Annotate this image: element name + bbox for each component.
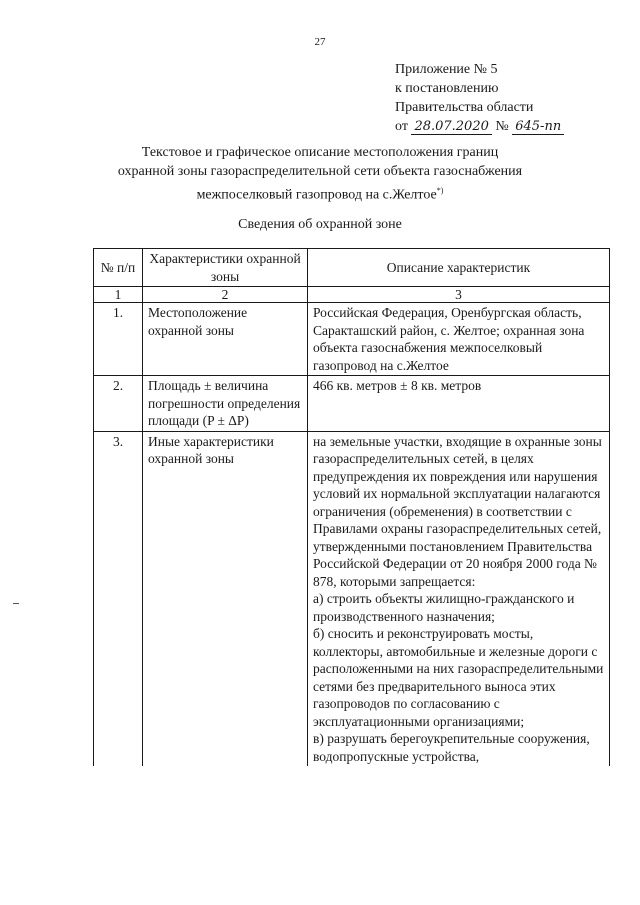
title-line-3 <box>80 181 560 205</box>
appendix-line-1: Приложение № 5 <box>395 62 498 77</box>
handwritten-date: 28.07.2020 <box>411 119 491 135</box>
title-line-3-text: межпоселковый газопровод на с.Желтое <box>196 187 437 203</box>
header-number: № п/п <box>94 249 143 287</box>
row-description <box>308 431 610 766</box>
table-row <box>94 376 610 432</box>
header-characteristics: Характеристики охранной зоны <box>143 249 308 287</box>
row-number: 1. <box>94 303 143 376</box>
header-description: Описание характеристик <box>308 249 610 287</box>
table-header-row <box>94 249 610 287</box>
restriction-item-a: а) строить объекты жилищно-гражданского и производственного назначения; <box>313 591 575 624</box>
document-title <box>80 143 560 205</box>
column-index-row <box>94 287 610 303</box>
column-index: 1 <box>94 287 143 303</box>
row-characteristic: Иные характеристики охранной зоны <box>143 431 308 766</box>
restriction-item-c: в) разрушать берегоукрепительные сооружения, водопропускные устройства, <box>313 731 590 764</box>
number-label: № <box>495 119 509 134</box>
section-subtitle: Сведения об охранной зоне <box>238 217 402 232</box>
from-label: от <box>395 119 408 134</box>
row-number: 3. <box>94 431 143 766</box>
table-row <box>94 431 610 766</box>
protection-zone-table <box>93 248 610 766</box>
column-index: 3 <box>308 287 610 303</box>
row-description: 466 кв. метров ± 8 кв. метров <box>308 376 610 432</box>
title-line-1: Текстовое и графическое описание местоположения границ <box>141 145 499 160</box>
row-number: 2. <box>94 376 143 432</box>
appendix-date-line <box>395 117 564 136</box>
margin-mark <box>13 603 19 604</box>
appendix-line-2: к постановлению <box>395 81 499 96</box>
appendix-block <box>395 60 564 136</box>
table-row <box>94 303 610 376</box>
column-index: 2 <box>143 287 308 303</box>
restriction-intro: на земельные участки, входящие в охранные зоны газораспределительных сетей, в целях предупреждения их повреждения или нарушения условий их нормальной эксплуатации налагаются ограничения (обременения) в соответствии с Правилами охраны газораспределительных сетей, утвержденными постановлением Правительства Российской Федерации от 20 ноября 2000 года № 878, которыми запрещается: <box>313 433 602 589</box>
row-description: Российская Федерация, Оренбургская область, Саракташский район, с. Желтое; охранная зона объекта газоснабжения межпоселковый газопровод на с.Желтое <box>308 303 610 376</box>
appendix-line-3: Правительства области <box>395 100 534 115</box>
title-line-2: охранной зоны газораспределительной сети объекта газоснабжения <box>117 164 523 179</box>
footnote-mark: *) <box>436 186 444 195</box>
row-characteristic: Местоположение охранной зоны <box>143 303 308 376</box>
restriction-item-b: б) сносить и реконструировать мосты, коллекторы, автомобильные и железные дороги с расположенными на них газораспределительными сетями без предварительного выноса этих газопроводов по согласованию с эксплуатационными организациями; <box>313 626 604 729</box>
page-number: 27 <box>314 36 326 48</box>
row-characteristic: Площадь ± величина погрешности определения площади (P ± ΔP) <box>143 376 308 432</box>
handwritten-number: 645-пп <box>512 119 564 135</box>
